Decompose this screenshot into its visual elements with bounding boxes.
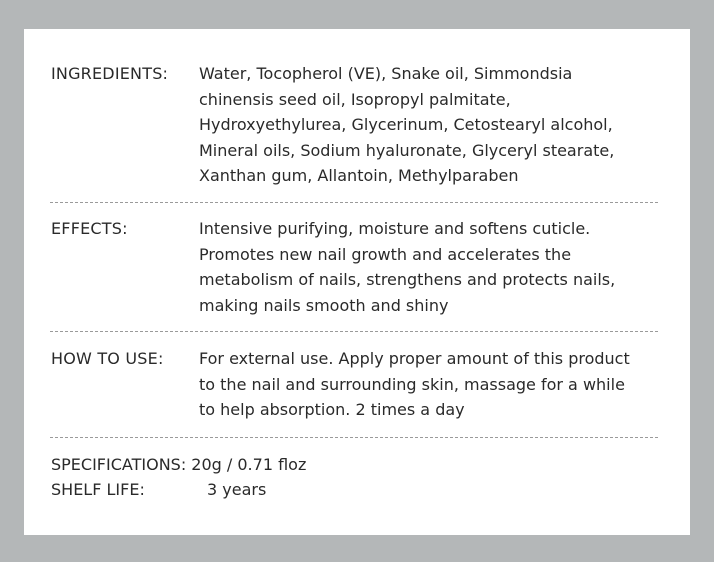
how-to-use-label: HOW TO USE:	[51, 349, 164, 368]
ingredients-section	[51, 61, 663, 191]
how-to-use-text: For external use. Apply proper amount of this product to the nail and surrounding skin, massage for a while to help absorption. 2 times a day	[199, 349, 630, 419]
effects-section	[51, 216, 663, 321]
specifications-value: 20g / 0.71 floz	[191, 455, 307, 474]
divider	[50, 437, 658, 438]
effects-label: EFFECTS:	[51, 219, 128, 238]
shelf-life-row	[51, 477, 267, 502]
ingredients-label: INGREDIENTS:	[51, 64, 169, 83]
product-info-card	[24, 29, 690, 535]
specifications-row	[51, 452, 306, 477]
divider	[50, 331, 658, 332]
shelf-life-value: 3 years	[207, 480, 267, 499]
how-to-use-section	[51, 346, 663, 426]
divider	[50, 202, 658, 203]
ingredients-text: Water, Tocopherol (VE), Snake oil, Simmondsia chinensis seed oil, Isopropyl palmitate, Hydroxyethylurea, Glycerinum, Cetostearyl alcohol, Mineral oils, Sodium hyaluronate, Glyceryl stearate, Xanthan gum, Allantoin, Methylparaben	[199, 64, 615, 185]
effects-text: Intensive purifying, moisture and softens cuticle. Promotes new nail growth and accelerates the metabolism of nails, strengthens and protects nails, making nails smooth and shiny	[199, 219, 616, 315]
specifications-label: SPECIFICATIONS:	[51, 455, 187, 474]
shelf-life-label: SHELF LIFE:	[51, 480, 145, 499]
